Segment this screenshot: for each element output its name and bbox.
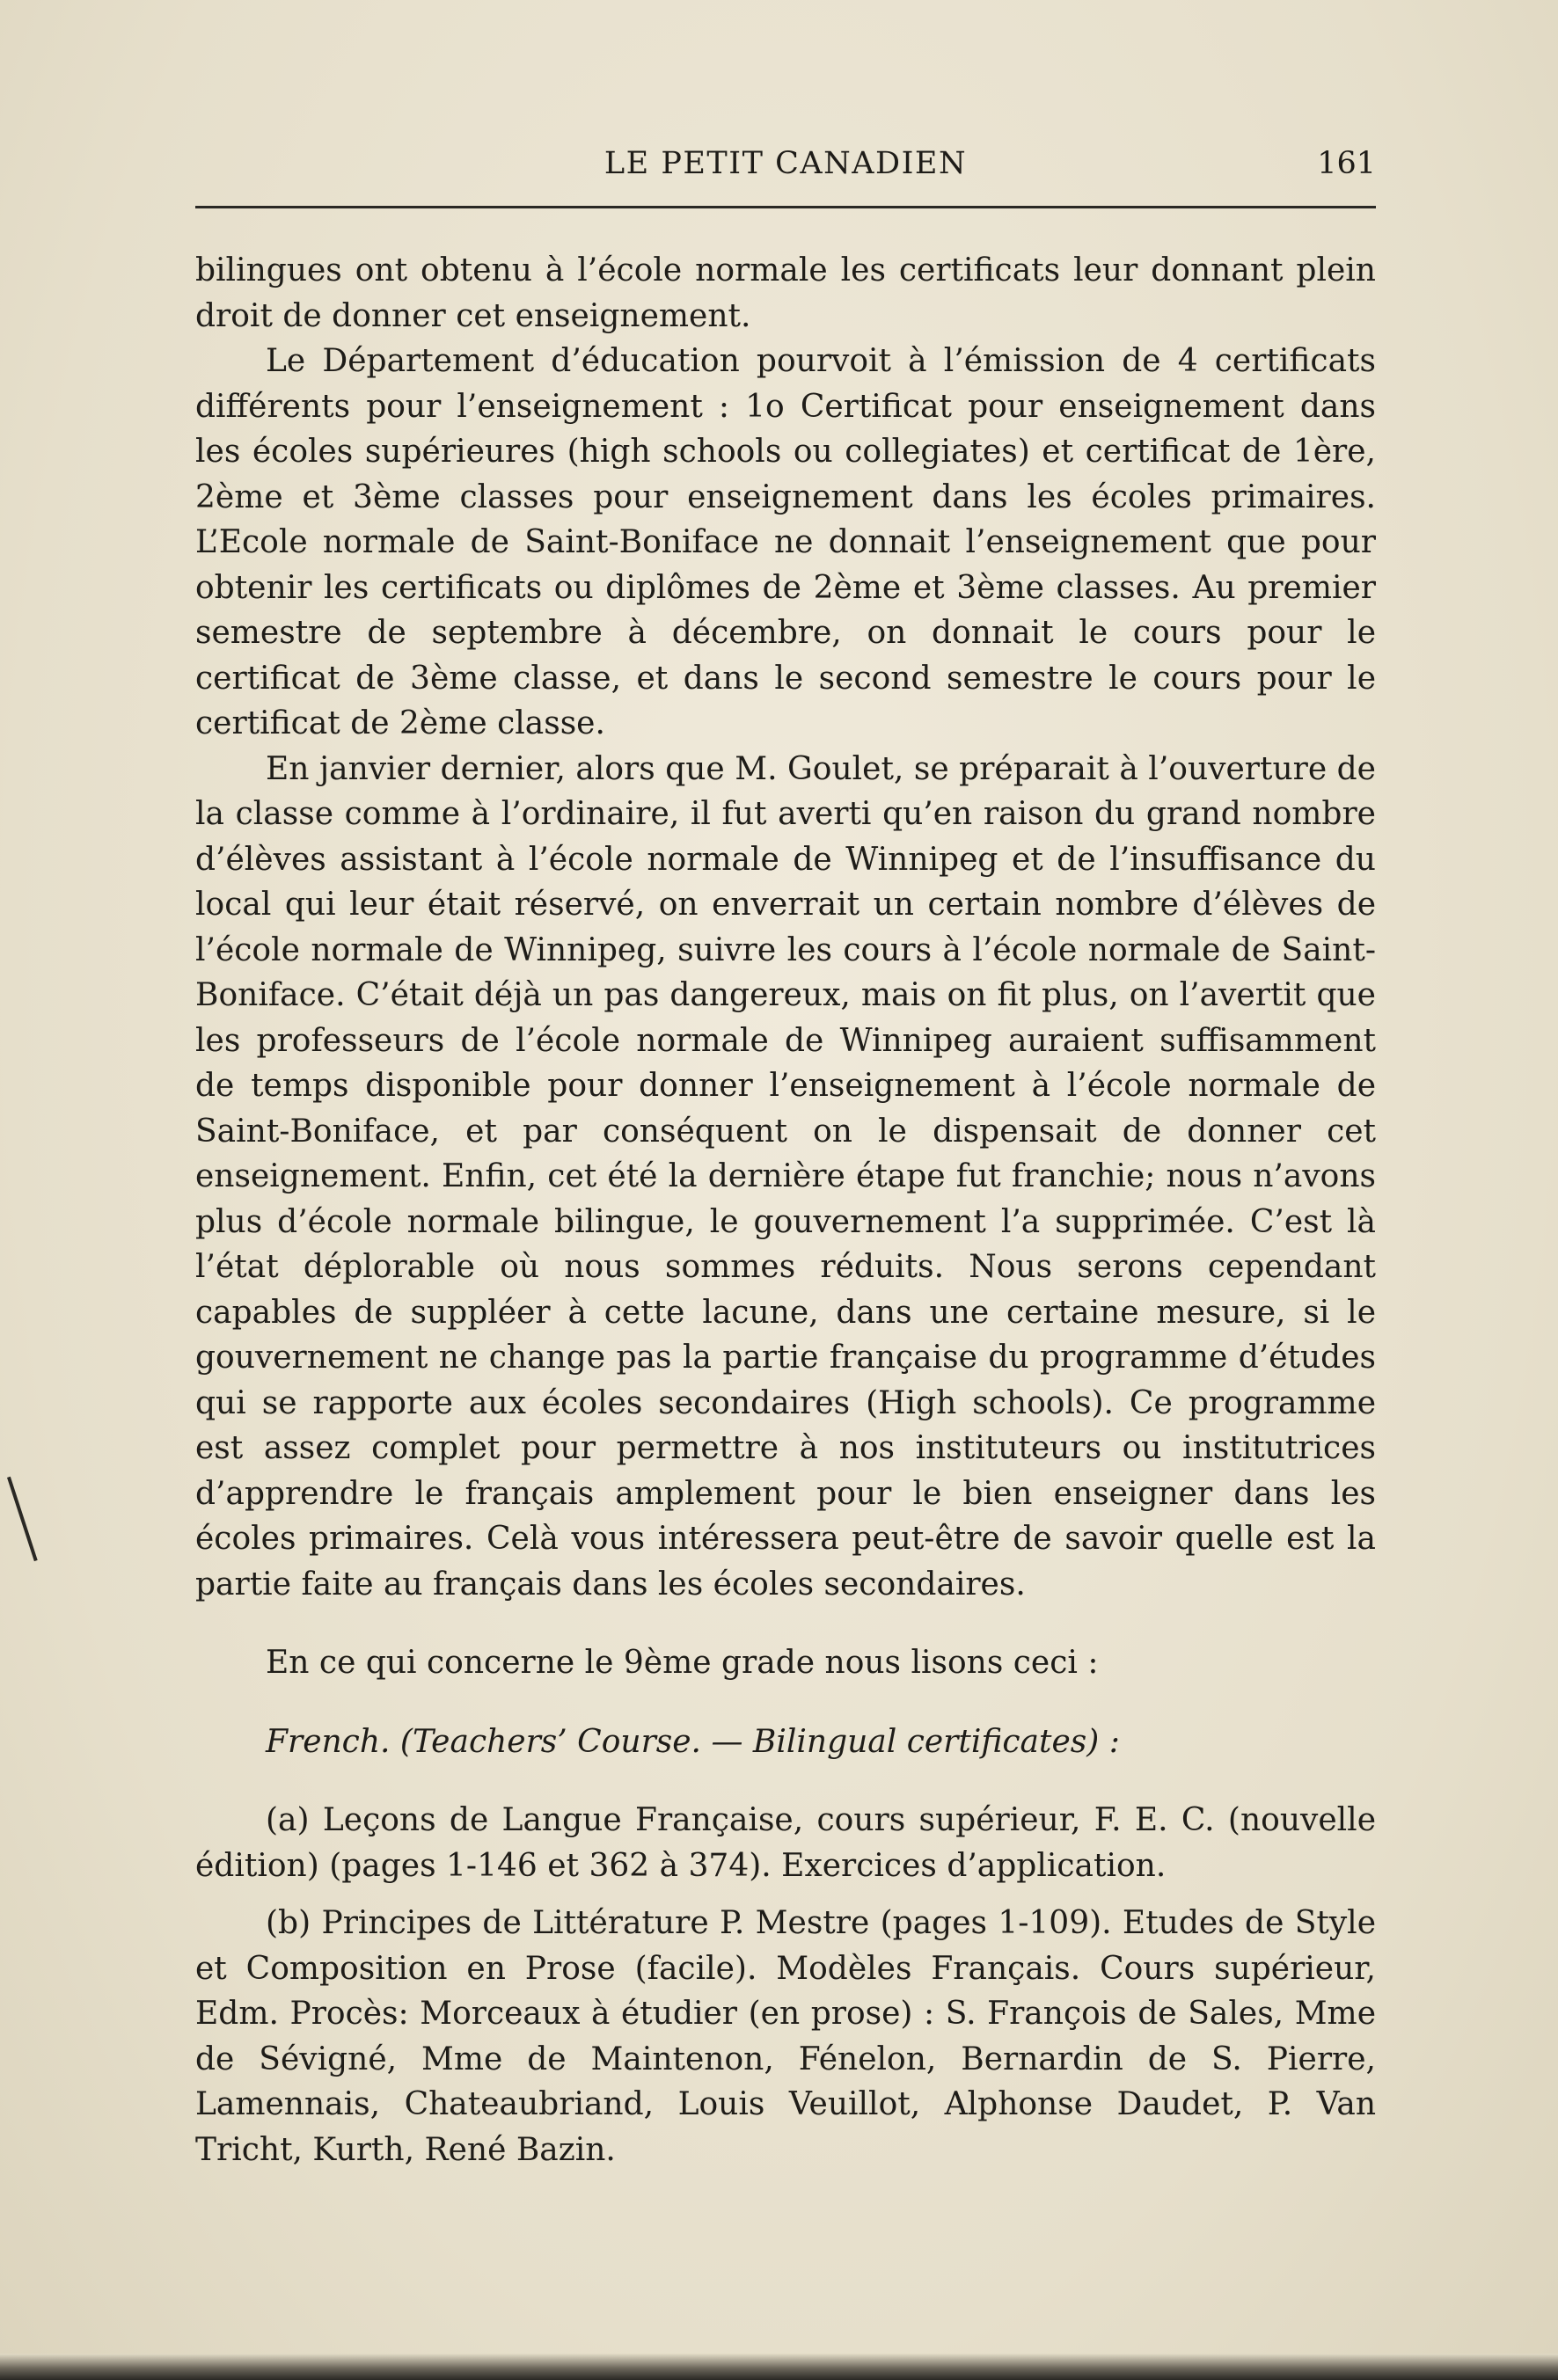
paragraph-item-a: (a) Leçons de Langue Française, cours supérieur, F. E. C. (nouvelle édition) (pages 1-146 et 362 à 374). Exercices d’application. [195,1802,1376,1884]
paragraph-french-course: French. (Teachers’ Course. — Bilingual certificates) : [266,1723,1120,1760]
paragraph-certificates: Le Département d’éducation pourvoit à l’émission de 4 certificats différents pour l’enseignement : 1o Certificat pour enseignement dans les écoles supérieures (high schools ou collegiates) et certificat de 1ère, 2ème et 3ème classes pour enseignement dans les écoles primaires. L’Ecole normale de Saint-Boniface ne donnait l’enseignement que pour obtenir les certificats ou diplômes de 2ème et 3ème classes. Au premier semestre de septembre à décembre, on donnait le cours pour le certificat de 3ème classe, et dans le second semestre le cours pour le certificat de 2ème classe. [195,343,1376,741]
paragraph-continuation: bilingues ont obtenu à l’école normale les certificats leur donnant plein droit de donner cet enseignement. [195,252,1376,334]
page-header [195,141,1376,193]
page-number: 161 [1317,146,1376,181]
margin-pencil-mark [7,1477,38,1561]
paragraph-goulet: En janvier dernier, alors que M. Goulet, se préparait à l’ouverture de la classe comme à l’ordinaire, il fut averti qu’en raison du grand nombre d’élèves assistant à l’école normale de Winnipeg et de l’insuffisance du local qui leur était réservé, on enverrait un certain nombre d’élèves de l’école normale de Winnipeg, suivre les cours à l’école normale de Saint-Boniface. C’était déjà un pas dangereux, mais on fit plus, on l’avertit que les professeurs de l’école normale de Winnipeg auraient suffisamment de temps disponible pour donner l’enseignement à l’école normale de Saint-Boniface, et par conséquent on le dispensait de donner cet enseignement. Enfin, cet été la dernière étape fut franchie; nous n’avons plus d’école normale bilingue, le gouvernement l’a supprimée. C’est là l’état déplorable où nous sommes réduits. Nous serons cependant capables de suppléer à cette lacune, dans une certaine mesure, si le gouvernement ne change pas la partie française du programme d’études qui se rapporte aux écoles secondaires (High schools). Ce programme est assez complet pour permettre à nos instituteurs ou institutrices d’apprendre le français amplement pour le bien enseigner dans les écoles primaires. Celà vous intéressera peut-être de savoir quelle est la partie faite au français dans les écoles secondaires. [195,750,1376,1602]
paragraph-item-b: (b) Principes de Littérature P. Mestre (pages 1-109). Etudes de Style et Composition en Prose (facile). Modèles Français. Cours supérieur, Edm. Procès: Morceaux à étudier (en prose) : S. François de Sales, Mme de Sévigné, Mme de Maintenon, Fénelon, Bernardin de S. Pierre, Lamennais, Chateaubriand, Louis Veuillot, Alphonse Daudet, P. Van Tricht, Kurth, René Bazin. [195,1905,1376,2168]
header-rule [195,206,1376,208]
page-bottom-edge [0,2354,1558,2380]
body-text [195,248,1376,2172]
running-title: LE PETIT CANADIEN [603,146,968,181]
paragraph-ninth-grade: En ce qui concerne le 9ème grade nous lisons ceci : [266,1645,1099,1681]
